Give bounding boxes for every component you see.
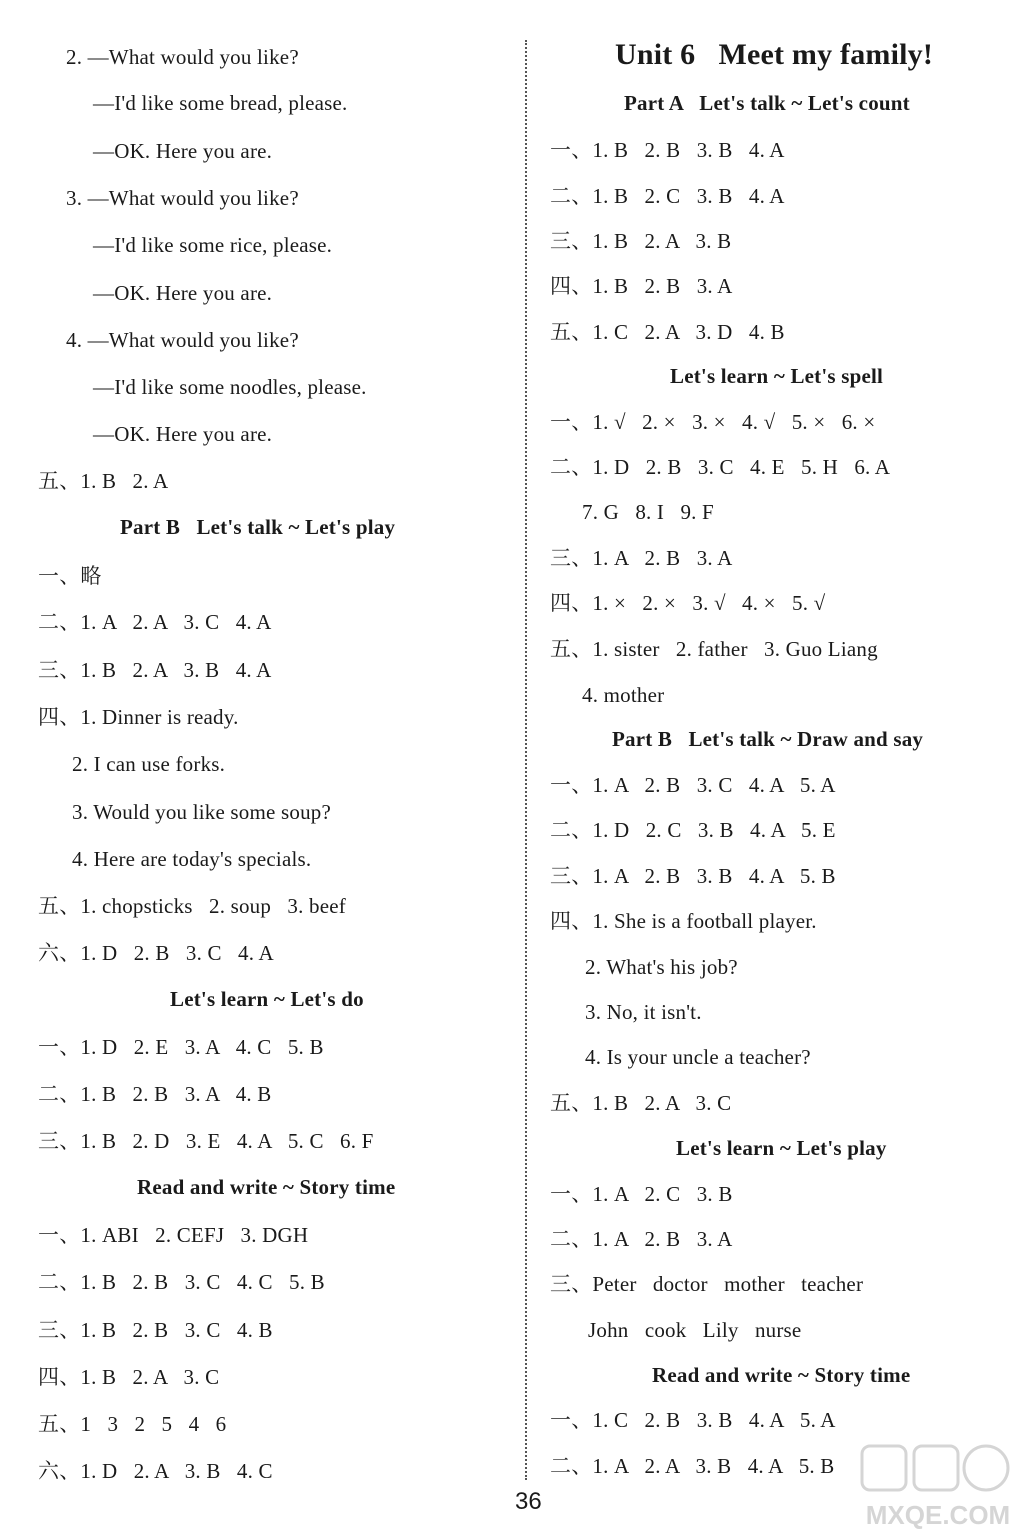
answer-line: 二、1. A 2. B 3. A xyxy=(550,1227,733,1251)
answer-line: 一、1. B 2. B 3. B 4. A xyxy=(550,138,785,162)
answer-line: 一、1. A 2. C 3. B xyxy=(550,1182,733,1206)
answer-line: —I'd like some noodles, please. xyxy=(93,375,367,399)
answer-line: 二、1. A 2. A 3. C 4. A xyxy=(38,610,272,634)
answer-line: 五、1. C 2. A 3. D 4. B xyxy=(550,320,785,344)
answer-line: 4. Is your uncle a teacher? xyxy=(585,1045,811,1069)
answer-line: 4. Here are today's specials. xyxy=(72,847,312,871)
answer-line: 2. —What would you like? xyxy=(66,45,299,69)
answer-line: 二、1. A 2. A 3. B 4. A 5. B xyxy=(550,1454,835,1478)
answer-line: —I'd like some bread, please. xyxy=(93,91,348,115)
answer-line: 一、略 xyxy=(38,564,102,588)
section-heading: Let's learn ~ Let's play xyxy=(676,1136,887,1160)
answer-line: 二、1. D 2. C 3. B 4. A 5. E xyxy=(550,818,836,842)
answer-line: 四、1. B 2. B 3. A xyxy=(550,274,733,298)
answer-line: 2. I can use forks. xyxy=(72,752,226,776)
answer-line: 五、1. B 2. A 3. C xyxy=(550,1091,732,1115)
answer-line: 7. G 8. I 9. F xyxy=(582,500,714,524)
section-heading: Let's learn ~ Let's spell xyxy=(670,364,884,388)
answer-line: 四、1. Dinner is ready. xyxy=(38,705,239,729)
answer-line: 二、1. B 2. C 3. B 4. A xyxy=(550,184,785,208)
answer-line: 五、1 3 2 5 4 6 xyxy=(38,1412,227,1436)
answer-line: 四、1. She is a football player. xyxy=(550,909,817,933)
answer-line: —OK. Here you are. xyxy=(93,139,273,163)
answer-line: 三、1. B 2. D 3. E 4. A 5. C 6. F xyxy=(38,1129,374,1153)
answer-line: 二、1. D 2. B 3. C 4. E 5. H 6. A xyxy=(550,455,891,479)
answer-line: 六、1. D 2. A 3. B 4. C xyxy=(38,1459,273,1483)
answer-line: John cook Lily nurse xyxy=(588,1318,802,1342)
page-number: 36 xyxy=(515,1488,542,1515)
answer-line: 一、1. A 2. B 3. C 4. A 5. A xyxy=(550,773,836,797)
answer-line: 三、1. A 2. B 3. B 4. A 5. B xyxy=(550,864,836,888)
answer-line: 四、1. B 2. A 3. C xyxy=(38,1365,220,1389)
answer-line: —I'd like some rice, please. xyxy=(93,233,333,257)
answer-line: 四、1. × 2. × 3. √ 4. × 5. √ xyxy=(550,591,826,615)
answer-line: 三、1. B 2. A 3. B xyxy=(550,229,732,253)
answer-line: 五、1. sister 2. father 3. Guo Liang xyxy=(550,637,878,661)
answer-line: 一、1. √ 2. × 3. × 4. √ 5. × 6. × xyxy=(550,410,876,434)
section-heading: Part B Let's talk ~ Let's play xyxy=(120,515,396,539)
answer-line: —OK. Here you are. xyxy=(93,422,273,446)
section-heading: Read and write ~ Story time xyxy=(137,1175,396,1199)
answer-line: 3. No, it isn't. xyxy=(585,1000,702,1024)
answer-line: 3. Would you like some soup? xyxy=(72,800,332,824)
watermark-logo xyxy=(848,1440,1028,1532)
answer-line: 三、Peter doctor mother teacher xyxy=(550,1272,864,1296)
answer-line: 2. What's his job? xyxy=(585,955,738,979)
answer-line: 3. —What would you like? xyxy=(66,186,299,210)
answer-line: 一、1. C 2. B 3. B 4. A 5. A xyxy=(550,1408,836,1432)
answer-line: 五、1. chopsticks 2. soup 3. beef xyxy=(38,894,346,918)
answer-line: 三、1. B 2. A 3. B 4. A xyxy=(38,658,272,682)
answer-line: 三、1. B 2. B 3. C 4. B xyxy=(38,1318,273,1342)
answer-line: 4. mother xyxy=(582,683,665,707)
answer-line: 三、1. A 2. B 3. A xyxy=(550,546,733,570)
watermark-text: MXQE.COM xyxy=(865,1500,1011,1530)
answer-line: 一、1. ABI 2. CEFJ 3. DGH xyxy=(38,1223,309,1247)
section-heading: Part B Let's talk ~ Draw and say xyxy=(612,727,924,751)
answer-line: 4. —What would you like? xyxy=(66,328,299,352)
answer-line: 六、1. D 2. B 3. C 4. A xyxy=(38,941,274,965)
section-heading: Read and write ~ Story time xyxy=(652,1363,911,1387)
answer-line: 二、1. B 2. B 3. C 4. C 5. B xyxy=(38,1270,325,1294)
answer-line: 五、1. B 2. A xyxy=(38,469,169,493)
section-heading: Let's learn ~ Let's do xyxy=(170,987,364,1011)
answer-line: 一、1. D 2. E 3. A 4. C 5. B xyxy=(38,1035,324,1059)
answer-line: 二、1. B 2. B 3. A 4. B xyxy=(38,1082,272,1106)
column-divider xyxy=(525,40,527,1480)
unit-title: Unit 6 Meet my family! xyxy=(615,38,934,71)
answer-line: —OK. Here you are. xyxy=(93,281,273,305)
section-heading: Part A Let's talk ~ Let's count xyxy=(624,91,910,115)
